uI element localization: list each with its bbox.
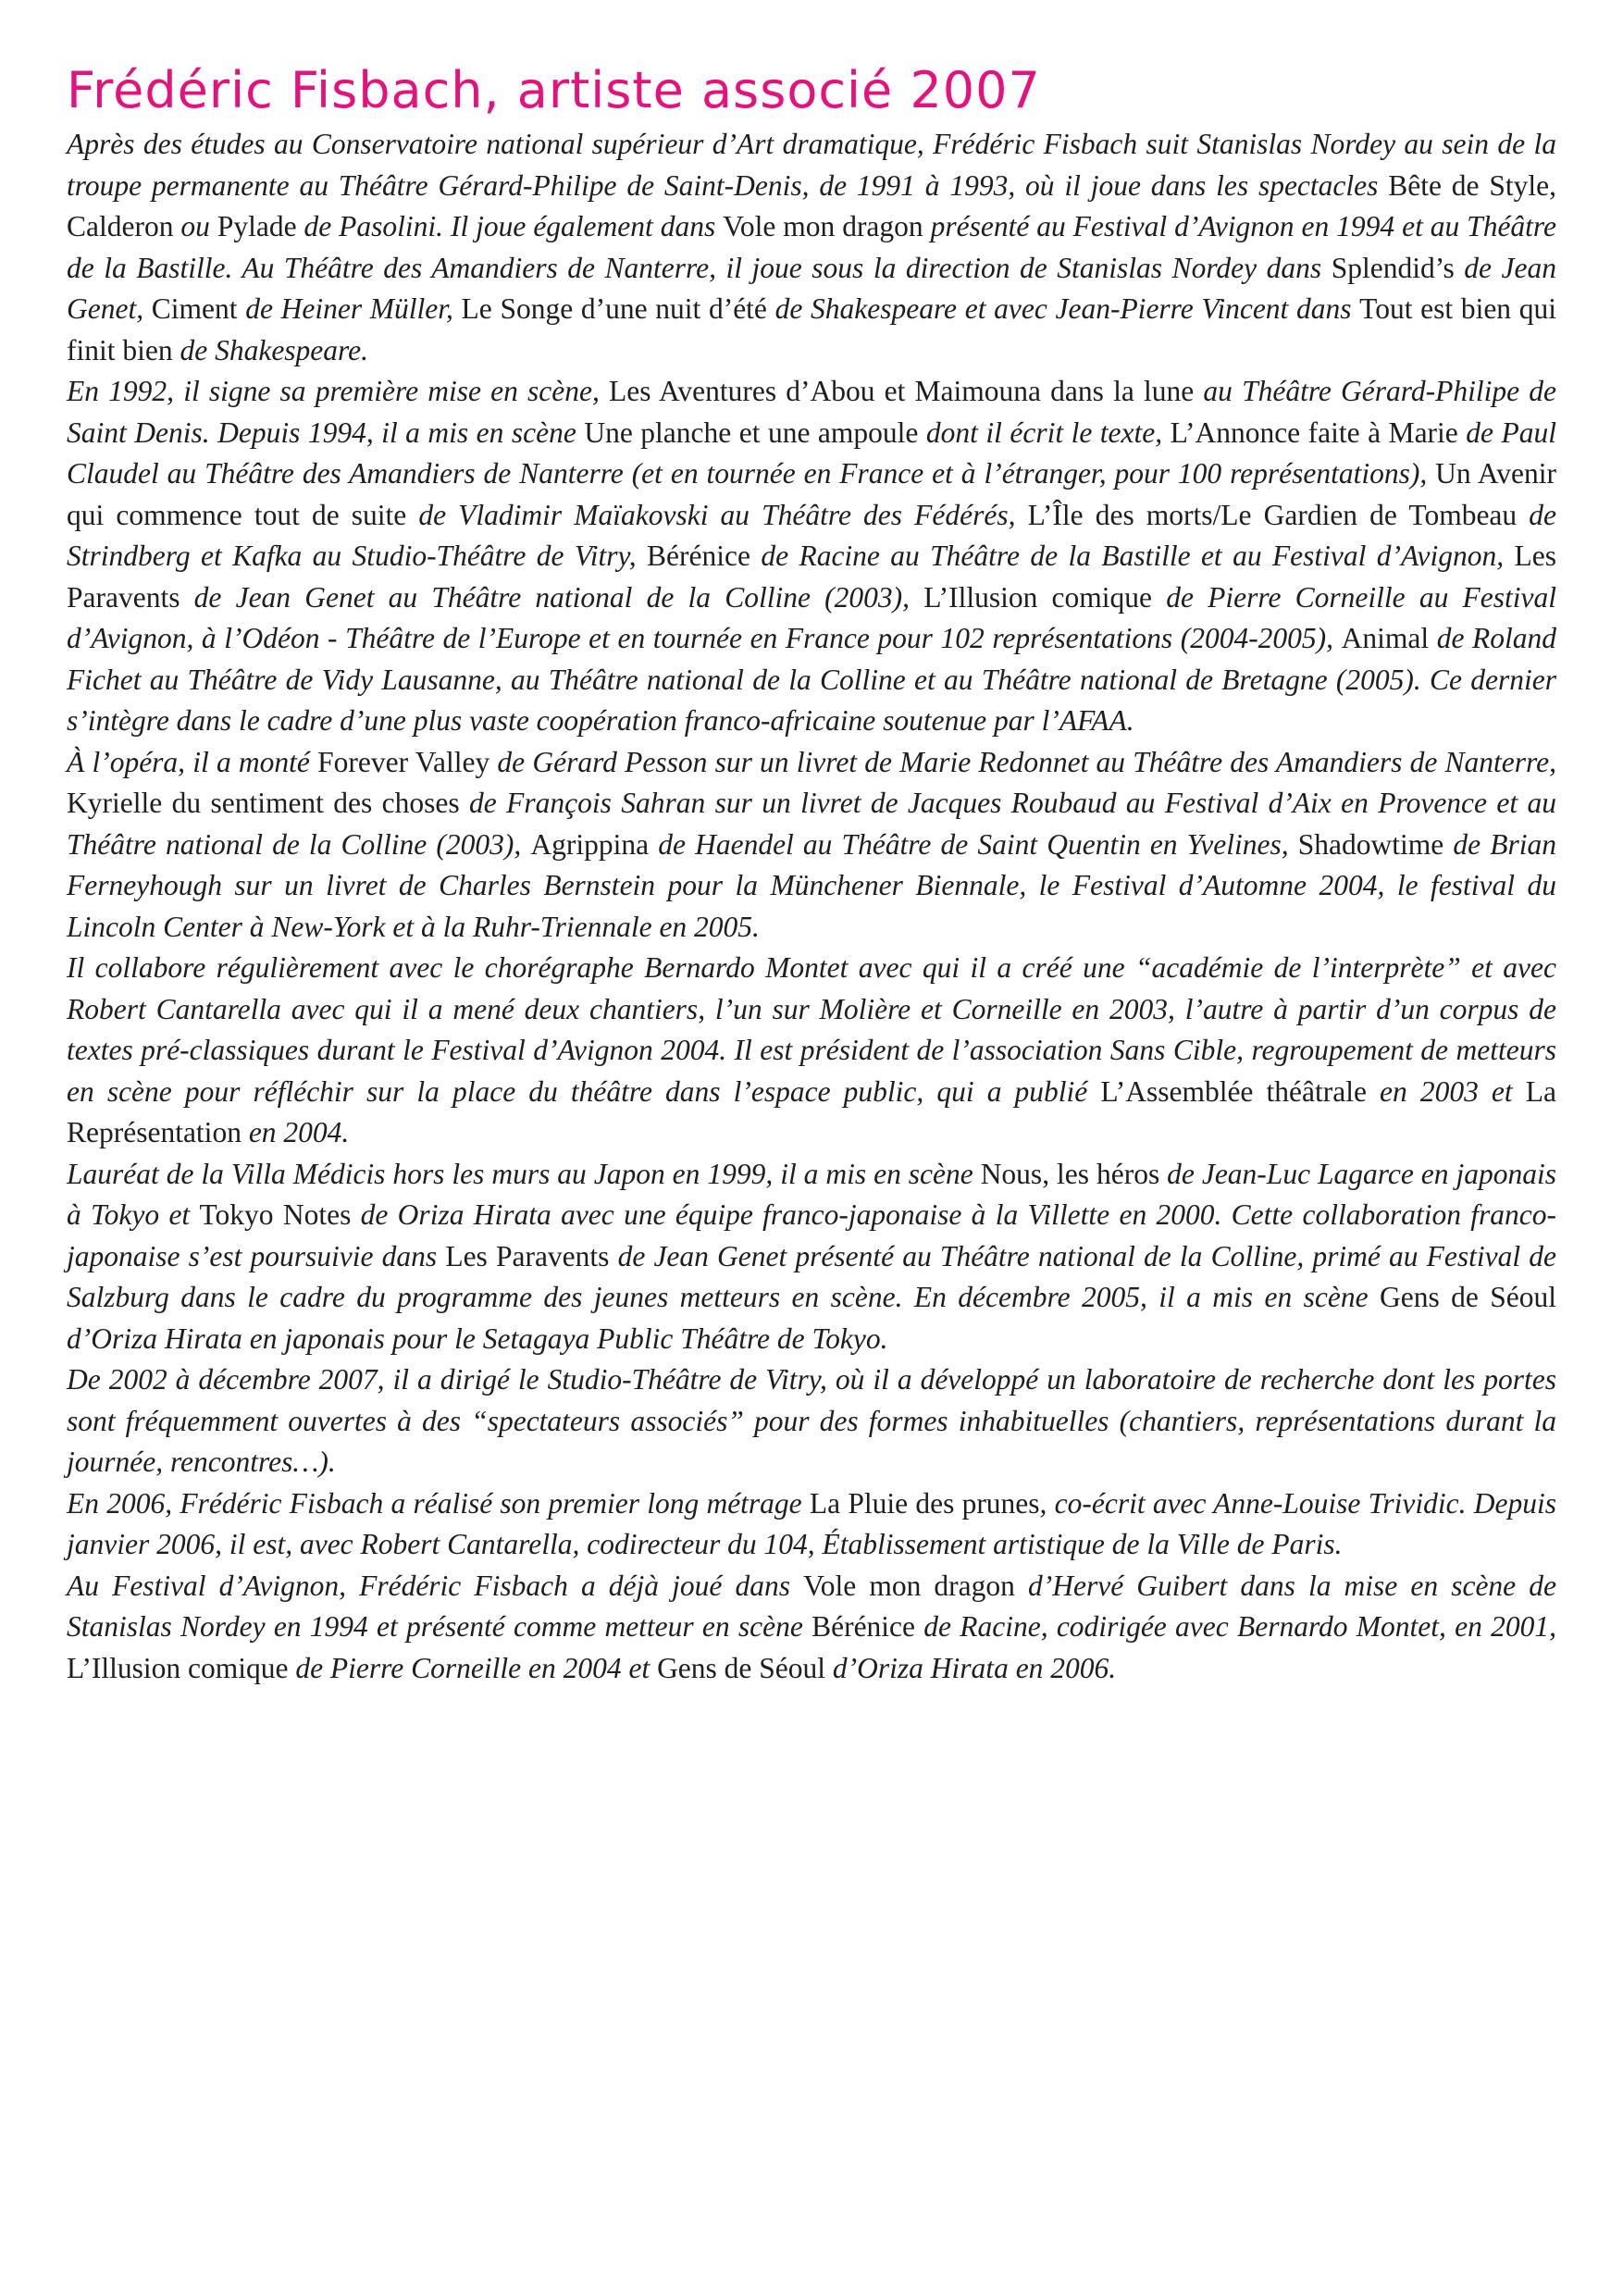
work-title: Ciment [151,292,238,325]
text-run: Il collabore régulièrement avec le chorégraphe Bernardo Montet avec qui il a créé une “académie de l’interprète” et avec Robert Cantarella avec qui il a mené deux chantiers, l’un sur Molière et Corneille en 2003, l’autre à partir d’un corpus de textes pré-classiques durant le Festival d’Avignon 2004. Il est président de l’association Sans Cible, regroupement de metteurs en scène pour réfléchir sur la place du théâtre dans l’espace public, qui a publié [67,951,1556,1108]
work-title: L’Assemblée théâtrale [1100,1074,1367,1108]
text-run: Lauréat de la Villa Médicis hors les murs au Japon en 1999, il a mis en scène [67,1157,981,1190]
work-title: Bérénice [812,1610,916,1643]
text-run: Après des études au Conservatoire national supérieur d’Art dramatique, Frédéric Fisbach suit Stanislas Nordey au sein de la troupe permanente au Théâtre Gérard-Philipe de Saint-Denis, de 1991 à 1993, où il joue dans les spectacles [67,128,1556,202]
work-title: Tokyo Notes [199,1198,352,1231]
work-title: Gens de Séoul [1379,1281,1556,1313]
paragraph [67,948,1556,1154]
work-title: Les Aventures d’Abou et Maimouna dans la lune [609,375,1195,407]
text-run: de Pasolini. Il joue également dans [296,210,724,242]
paragraph [67,1566,1556,1690]
text-run: ou [173,210,217,242]
work-title: Shadowtime [1297,827,1444,861]
document-page [67,61,1556,1689]
text-run: de Jean-Luc Lagarce en japonais à Tokyo et [67,1157,1556,1231]
text-run: de Jean Genet, [67,251,1556,325]
paragraph [67,124,1556,371]
work-title: Bête de Style, Calderon [67,168,1556,242]
text-run: présenté au Festival d’Avignon en 1994 et au Théâtre de la Bastille. Au Théâtre des Amandiers de Nanterre, il joue sous la direction de Stanislas Nordey dans [67,210,1557,284]
work-title: Les Paravents [445,1239,610,1272]
work-title: Agrippina [530,827,650,861]
work-title: Bérénice [647,540,750,572]
work-title: Vole mon dragon [803,1569,1015,1602]
work-title: Un Avenir qui commence tout de suite [67,457,1556,531]
text-run: de Vladimir Maïakovski au Théâtre des Fédérés, [406,498,1028,531]
text-run: de Racine, codirigée avec Bernardo Montet, en 2001, [915,1610,1556,1643]
paragraph [67,1359,1556,1483]
text-run: De 2002 à décembre 2007, il a dirigé le Studio-Théâtre de Vitry, où il a développé un laboratoire de recherche dont les portes sont fréquemment ouvertes à des “spectateurs associés” pour des formes inhabituelles (chantiers, représentations durant la journée, rencontres…). [67,1363,1556,1478]
text-run: de Haendel au Théâtre de Saint Quentin en Yvelines, [649,827,1298,861]
paragraph [67,1483,1556,1566]
text-run: de François Sahran sur un livret de Jacques Roubaud au Festival d’Aix en Provence et au Théâtre national de la Colline (2003), [67,787,1557,861]
work-title: L’Illusion comique [67,1651,289,1684]
text-run: À l’opéra, il a monté [67,745,318,778]
text-run: en 2003 et [1366,1074,1526,1108]
text-run: de Jean Genet au Théâtre national de la Colline (2003), [180,580,924,614]
text-run: En 1992, il signe sa première mise en scène, [67,375,610,407]
text-run: au Théâtre Gérard-Philipe de Saint Denis. Depuis 1994, il a mis en scène [67,375,1556,449]
text-run: de Gérard Pesson sur un livret de Marie Redonnet au Théâtre des Amandiers de Nanterre, [489,745,1556,778]
work-title: Vole mon dragon [723,210,923,242]
text-run: d’Hervé Guibert dans la mise en scène de Stanislas Nordey en 1994 et présenté comme metteur en scène [67,1569,1556,1643]
text-run: de Shakespeare. [172,333,368,366]
work-title: L’Annonce faite à Marie [1170,416,1458,449]
work-title: Le Songe d’une nuit d’été [461,292,767,325]
work-title: Pylade [217,210,297,242]
text-run: de Brian Ferneyhough sur un livret de Charles Bernstein pour la Münchener Biennale, le Festival d’Automne 2004, le festival du Lincoln Center à New-York et à la Ruhr-Triennale en 2005. [67,827,1556,943]
text-run: En 2006, Frédéric Fisbach a réalisé son premier long métrage [67,1486,810,1520]
paragraph [67,1154,1556,1360]
text-run: d’Oriza Hirata en japonais pour le Setagaya Public Théâtre de Tokyo. [67,1322,888,1355]
text-run: de Pierre Corneille en 2004 et [288,1651,658,1684]
text-run: de Jean Genet présenté au Théâtre national de la Colline, primé au Festival de Salzburg dans le cadre du programme des jeunes metteurs en scène. En décembre 2005, il a mis en scène [67,1239,1556,1313]
text-run: de Pierre Corneille au Festival d’Avignon, à l’Odéon - Théâtre de l’Europe et en tournée en France pour 102 représentations (2004-2005), [67,580,1556,654]
work-title: L’Île des morts/Le Gardien de Tombeau [1027,498,1518,531]
work-title: Splendid’s [1331,251,1455,284]
biography-text [67,124,1556,1689]
work-title: Forever Valley [317,745,490,778]
text-run: en 2004. [241,1116,350,1148]
text-run: d’Oriza Hirata en 2006. [825,1651,1117,1684]
text-run: de Oriza Hirata avec une équipe franco-japonaise à la Villette en 2000. Cette collaboration franco-japonaise s’est poursuivie dans [67,1198,1556,1272]
paragraph [67,742,1556,949]
text-run: de Roland Fichet au Théâtre de Vidy Lausanne, au Théâtre national de la Colline et au Théâtre national de Bretagne (2005). Ce dernier s’intègre dans le cadre d’une plus vaste coopération franco-africaine soutenue par l’AFAA. [67,622,1556,737]
work-title: Animal [1341,622,1430,654]
work-title: Une planche et une ampoule [584,416,919,449]
text-run: de Racine au Théâtre de la Bastille et au Festival d’Avignon, [750,540,1515,572]
work-title: Nous, les héros [980,1157,1160,1190]
page-title: Frédéric Fisbach, artiste associé 2007 [67,61,1041,119]
text-run: Au Festival d’Avignon, Frédéric Fisbach a déjà joué dans [67,1569,804,1602]
work-title: L’Illusion comique [923,580,1152,614]
work-title: Kyrielle du sentiment des choses [67,787,460,819]
work-title: La Représentation [67,1074,1556,1148]
text-run: de Strindberg et Kafka au Studio-Théâtre de Vitry, [67,498,1556,572]
text-run: , co-écrit avec Anne-Louise Trividic. Depuis janvier 2006, il est, avec Robert Cantarella, codirecteur du 104, Établissement artistique de la Ville de Paris. [67,1486,1556,1560]
text-run: de Heiner Müller, [237,292,462,325]
work-title: Gens de Séoul [657,1651,826,1684]
text-run: dont il écrit le texte, [918,416,1171,449]
text-run: de Shakespeare et avec Jean-Pierre Vincent dans [766,292,1360,325]
text-run: de Paul Claudel au Théâtre des Amandiers de Nanterre (et en tournée en France et à l’étranger, pour 100 représentations), [67,416,1556,490]
paragraph [67,371,1556,742]
work-title: La Pluie des prunes [809,1486,1040,1520]
work-title: Tout est bien qui finit bien [67,292,1556,366]
work-title: Les Paravents [67,540,1556,614]
